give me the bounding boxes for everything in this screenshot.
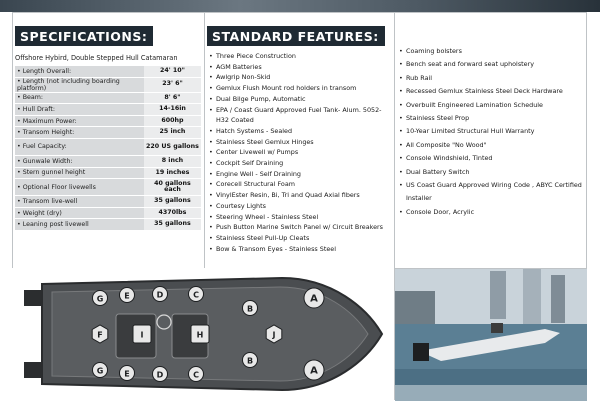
feature-item: • Dual Bilge Pump, Automatic <box>209 94 394 105</box>
spec-row <box>15 155 201 167</box>
spec-label: • Optional Floor livewells <box>15 179 144 196</box>
spec-row <box>15 196 201 208</box>
spec-value: 23' 6" <box>144 77 201 92</box>
spec-value: 4370lbs <box>144 207 201 219</box>
top-photo-strip <box>0 0 600 12</box>
spec-label: • Maximum Power: <box>15 115 144 127</box>
feature-item: • EPA / Coast Guard Approved Fuel Tank- Alum. 5052-H32 Coated <box>209 105 394 126</box>
feature-item: • 10-Year Limited Structural Hull Warranty <box>399 125 587 138</box>
feature-item: • Bow & Transom Eyes - Stainless Steel <box>209 244 394 255</box>
feature-item: • Stainless Steel Pull-Up Cleats <box>209 233 394 244</box>
feature-item: • Bench seat and forward seat upholstery <box>399 58 587 71</box>
spec-value: 600hp <box>144 115 201 127</box>
spec-label: • Transom Height: <box>15 127 144 139</box>
standard-features-panel <box>205 12 395 268</box>
diagram-label: G <box>96 294 104 304</box>
specifications-panel <box>12 12 205 268</box>
diagram-label: J <box>272 330 276 340</box>
spec-label: • Length Overall: <box>15 66 144 77</box>
spec-value: 35 gallons <box>144 196 201 208</box>
feature-item: • Three Piece Construction <box>209 51 394 62</box>
feature-item: • Gemlux Flush Mount rod holders in transom <box>209 83 394 94</box>
feature-item: • US Coast Guard Approved Wiring Code , ABYC Certified Installer <box>399 179 587 206</box>
specifications-table <box>15 66 201 231</box>
spec-value: 24' 10" <box>144 66 201 77</box>
spec-label: • Beam: <box>15 92 144 104</box>
feature-item: • Hatch Systems - Sealed <box>209 126 394 137</box>
diagram-label: E <box>124 291 130 301</box>
spec-row <box>15 92 201 104</box>
feature-item: • Dual Battery Switch <box>399 166 587 179</box>
spec-row <box>15 207 201 219</box>
feature-item: • Console Door, Acrylic <box>399 206 587 219</box>
feature-item: • Courtesy Lights <box>209 201 394 212</box>
spec-value: 25 inch <box>144 127 201 139</box>
spec-row <box>15 179 201 196</box>
spec-label: • Weight (dry) <box>15 207 144 219</box>
diagram-label: B <box>246 356 254 366</box>
diagram-label: D <box>156 290 164 300</box>
spec-row <box>15 77 201 92</box>
feature-item: • Overbuilt Engineered Lamination Schedule <box>399 99 587 112</box>
feature-item: • Corecell Structural Foam <box>209 179 394 190</box>
feature-item: • Push Button Marine Switch Panel w/ Circuit Breakers <box>209 222 394 233</box>
spec-label: • Stern gunnel height <box>15 167 144 179</box>
spec-label: • Gunwale Width: <box>15 155 144 167</box>
feature-item: • Awlgrip Non-Skid <box>209 72 394 83</box>
spec-label: • Transom live-well <box>15 196 144 208</box>
feature-item: • Steering Wheel - Stainless Steel <box>209 212 394 223</box>
boat-layout-svg <box>12 268 395 400</box>
feature-item: • Rub Rail <box>399 72 587 85</box>
spec-label: • Hull Draft: <box>15 104 144 116</box>
diagram-label: D <box>156 370 164 380</box>
spec-value: 14-16in <box>144 104 201 116</box>
spec-label: • Fuel Capacity: <box>15 138 144 155</box>
feature-item: • Center Livewell w/ Pumps <box>209 147 394 158</box>
feature-item: • Console Windshield, Tinted <box>399 152 587 165</box>
diagram-label: E <box>124 369 130 379</box>
diagram-label: C <box>193 290 199 300</box>
feature-item: • AGM Batteries <box>209 62 394 73</box>
feature-item: • Recessed Gemlux Stainless Steel Deck Hardware <box>399 85 587 98</box>
diagram-label: A <box>310 293 318 305</box>
feature-item: • Coaming bolsters <box>399 45 587 58</box>
spec-row <box>15 219 201 231</box>
diagram-label: F <box>97 330 103 340</box>
spec-value: 40 gallons each <box>144 179 201 196</box>
spec-label: • Length (not including boarding platform) <box>15 77 144 92</box>
spec-row <box>15 138 201 155</box>
standard-features-heading: STANDARD FEATURES: <box>207 26 385 46</box>
standard-features-list <box>209 51 394 254</box>
spec-value: 19 inches <box>144 167 201 179</box>
feature-item: • All Composite "No Wood" <box>399 139 587 152</box>
spec-row <box>15 167 201 179</box>
spec-row <box>15 66 201 77</box>
spec-row <box>15 104 201 116</box>
diagram-label: G <box>96 366 104 376</box>
more-features-panel <box>395 12 587 268</box>
diagram-label: C <box>193 370 199 380</box>
feature-item: • VinylEster Resin, Bi, Tri and Quad Axial fibers <box>209 190 394 201</box>
boat-photo <box>395 268 587 401</box>
diagram-label: A <box>310 365 318 377</box>
spec-value: 8 inch <box>144 155 201 167</box>
more-features-list <box>399 45 587 219</box>
spec-row <box>15 115 201 127</box>
spec-row <box>15 127 201 139</box>
feature-item: • Stainless Steel Gemlux Hinges <box>209 137 394 148</box>
boat-photo-svg <box>395 269 587 401</box>
feature-item: • Stainless Steel Prop <box>399 112 587 125</box>
spec-value: 220 US gallons <box>144 138 201 155</box>
spec-value: 8' 6" <box>144 92 201 104</box>
diagram-label: H <box>196 330 204 340</box>
spec-value: 35 gallons <box>144 219 201 231</box>
boat-layout-diagram <box>12 268 395 400</box>
specifications-heading: SPECIFICATIONS: <box>15 26 153 46</box>
feature-item: • Cockpit Self Draining <box>209 158 394 169</box>
feature-item: • Engine Well - Self Draining <box>209 169 394 180</box>
outboard-engines-photo <box>413 343 429 361</box>
specifications-subtitle: Offshore Hybird, Double Stepped Hull Catamaran <box>15 54 178 62</box>
diagram-label: B <box>246 304 254 314</box>
diagram-label: I <box>140 330 144 340</box>
spec-label: • Leaning post livewell <box>15 219 144 231</box>
